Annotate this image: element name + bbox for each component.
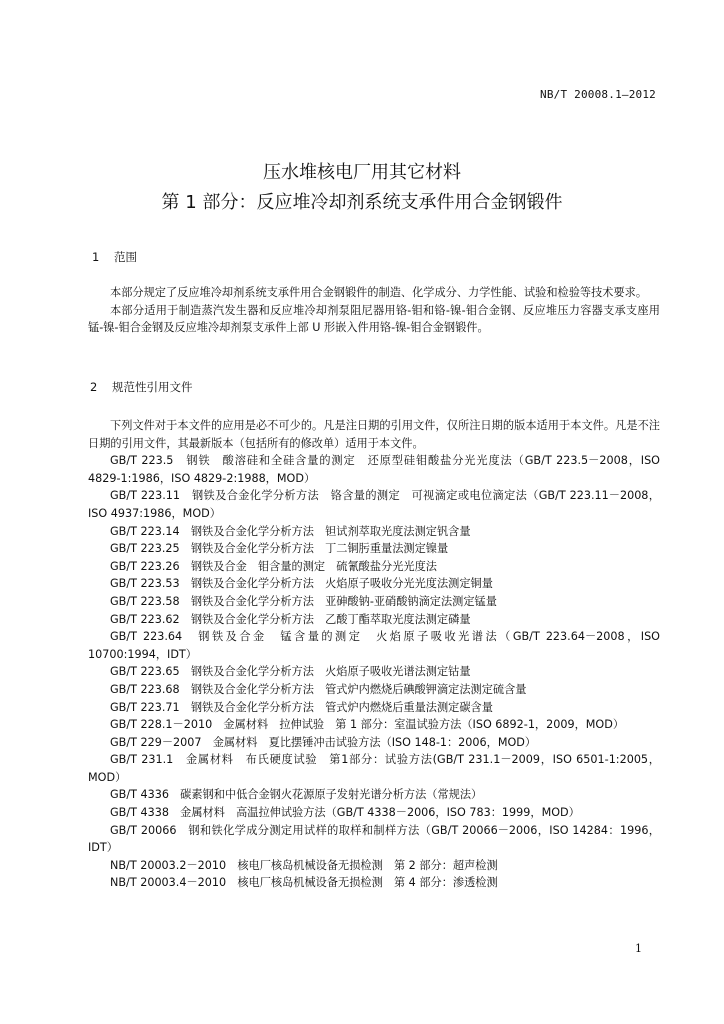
title-line-2: 第 1 部分：反应堆冷却剂系统支承件用合金钢锻件: [161, 192, 563, 213]
section-2-heading: [90, 379, 193, 395]
section-1-heading: [92, 249, 137, 265]
page-number: 1: [635, 942, 642, 955]
paragraph: 本部分规定了反应堆冷却剂系统支承件用合金钢锻件的制造、化学成分、力学性能、试验和检验等技术要求。: [110, 286, 648, 299]
reference-item: GB/T 223.53 钢铁及合金化学分析方法 火焰原子吸收分光光度法测定铜量: [110, 577, 493, 591]
section-title: 范围: [114, 250, 137, 264]
document-title: [0, 158, 724, 218]
section-number: 2: [90, 380, 98, 394]
reference-item: GB/T 20066 钢和铁化学成分测定用试样的取样和制样方法（GB/T 20066－2006，ISO 14284：1996，IDT）: [88, 823, 660, 855]
reference-item: GB/T 4336 碳素钢和中低合金钢火花源原子发射光谱分析方法（常规法）: [110, 788, 483, 802]
section-number: 1: [92, 250, 100, 264]
section-title: 规范性引用文件: [112, 380, 193, 394]
references-body: [88, 417, 660, 892]
reference-item: GB/T 223.14 钢铁及合金化学分析方法 钽试剂萃取光度法测定钒含量: [110, 524, 471, 538]
paragraph: 下列文件对于本文件的应用是必不可少的。凡是注日期的引用文件，仅所注日期的版本适用于本文件。凡是不注日期的引用文件，其最新版本（包括所有的修改单）适用于本文件。: [88, 419, 660, 450]
reference-item: GB/T 223.58 钢铁及合金化学分析方法 亚砷酸钠-亚硝酸钠滴定法测定锰量: [110, 594, 497, 608]
reference-item: NB/T 20003.2－2010 核电厂核岛机械设备无损检测 第 2 部分：超声检测: [110, 858, 498, 872]
standard-code: NB/T 20008.1—2012: [540, 88, 656, 101]
reference-item: GB/T 223.5 钢铁 酸溶硅和全硅含量的测定 还原型硅钼酸盐分光光度法（GB/T 223.5－2008，ISO 4829-1:1986，ISO 4829-2:1988，MOD）: [88, 454, 660, 485]
scope-body: [88, 284, 660, 337]
reference-item: GB/T 223.25 钢铁及合金化学分析方法 丁二铜肟重量法测定镍量: [110, 542, 449, 556]
reference-item: GB/T 223.62 钢铁及合金化学分析方法 乙酸丁酯萃取光度法测定磷量: [110, 612, 471, 626]
reference-item: GB/T 229－2007 金属材料 夏比摆锤冲击试验方法（ISO 148-1：2006，MOD）: [110, 735, 537, 749]
reference-item: NB/T 20003.4－2010 核电厂核岛机械设备无损检测 第 4 部分：渗透检测: [110, 876, 498, 890]
paragraph: 本部分适用于制造蒸汽发生器和反应堆冷却剂泵阻尼器用铬-钼和铬-镍-钼合金钢、反应堆压力容器支承支座用锰-镍-钼合金钢及反应堆冷却剂泵支承件上部 U 形嵌入件用铬-镍-钼合金钢锻件。: [88, 303, 660, 335]
reference-item: GB/T 223.68 钢铁及合金化学分析方法 管式炉内燃烧后碘酸钾滴定法测定硫含量: [110, 682, 527, 696]
reference-item: GB/T 4338 金属材料 高温拉伸试验方法（GB/T 4338－2006，ISO 783：1999，MOD）: [110, 806, 580, 820]
reference-item: GB/T 223.65 钢铁及合金化学分析方法 火焰原子吸收光谱法测定钴量: [110, 665, 471, 679]
reference-item: GB/T 223.11 钢铁及合金化学分析方法 铬含量的测定 可视滴定或电位滴定法（GB/T 223.11－2008，ISO 4937:1986，MOD）: [88, 489, 660, 520]
reference-item: GB/T 231.1 金属材料 布氏硬度试验 第1部分：试验方法(GB/T 231.1－2009，ISO 6501-1:2005，MOD）: [88, 753, 660, 784]
reference-item: GB/T 223.64 钢铁及合金 锰含量的测定 火焰原子吸收光谱法（GB/T 223.64－2008，ISO 10700:1994，IDT）: [88, 630, 660, 661]
reference-item: GB/T 223.26 钢铁及合金 钼含量的测定 硫氰酸盐分光光度法: [110, 559, 437, 573]
reference-item: GB/T 223.71 钢铁及合金化学分析方法 管式炉内燃烧后重量法测定碳含量: [110, 700, 493, 714]
reference-item: GB/T 228.1－2010 金属材料 拉伸试验 第 1 部分：室温试验方法（ISO 6892-1，2009，MOD）: [110, 718, 625, 732]
title-line-1: 压水堆核电厂用其它材料: [263, 162, 461, 183]
